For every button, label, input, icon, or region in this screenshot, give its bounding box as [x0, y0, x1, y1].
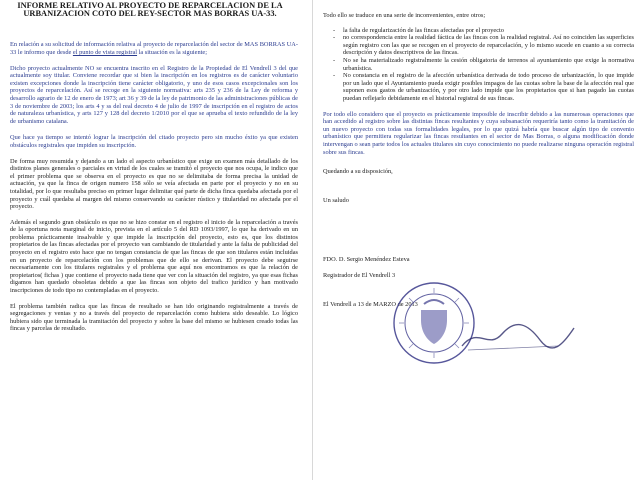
left-column: [0, 0, 300, 333]
paragraph-conclusion: Por todo ello considero que el proyecto es prácticamente imposible de inscribir debido a las numerosas operaciones que han accedido al registro sobre las distintas fincas resultantes y cuya subsanación requeriría tanto como la tramitación de un nuevo proyecto con todas sus formalidades legales, por lo que quizá habría que buscar algún tipo de convenio urbanístico que permitiera regularizar las fincas resultantes en el sector de Mas Borras, o alguna modificación donde intervengan o sean parte todos los actuales titulares sin cuyo conocimiento no puede realizarse ninguna operación registral sobre sus fincas.: [323, 110, 634, 156]
page-divider: [312, 0, 313, 480]
issues-intro: Todo ello se traduce en una serie de inconvenientes, entre otros;: [323, 12, 486, 19]
paragraph-attempt: Que hace ya tiempo se intentó lograr la inscripción del citado proyecto pero sin mucho éxito ya que existen obstáculos registrales que impiden su inscripción.: [10, 134, 298, 149]
registral-point-link-text: el punto de vista registral: [72, 49, 138, 56]
issue-item: - no correspondencia entre la realidad fáctica de las fincas con la realidad registral. Así no coinciden las superficies según registro con las que se recogen en el proyecto de reparcelación, y lo mismo sucede en cuanto a su correcta descripción y datos descriptivos de las fincas.: [323, 34, 638, 57]
registrar-title: Registrador de El Vendrell 3: [323, 271, 396, 279]
issue-item: - No se ha materializado registralmente la cesión obligatoria de terrenos al ayuntamiento que exige la normativa urbanística.: [323, 57, 638, 72]
greeting-text: Un saludo: [323, 196, 349, 204]
issue-item: - la falta de regularización de las fincas afectadas por el proyecto: [323, 27, 638, 35]
paragraph-legal-basis: Dicho proyecto actualmente NO se encuentra inscrito en el Registro de la Propiedad de El Vendrell 3 del que actualmente soy titular. Conviene recordar que si bien la inscripción en los registros es de carácter voluntario existen excepciones donde la inscripción tiene carácter obligatorio, y uno de esos casos excepcionales son los proyectos de reparcelación. Así se recoge en la siguiente normativa: arts 235 y 236 de la Ley de reforma y desarrollo agrario de 12 de enero de 1973; art 36 y 39 de la ley de patrimonio de las administraciones públicas de 3 de noviembre de 2003; los arts 4 y ss del real decreto 4 de julio de 1997 de inscripción en el registro de actos de naturaleza urbanística, y arts 127 y 128 del decreto 1/2010 por el que se aprueba el texto refundido de la ley de urbanismo catalana.: [10, 64, 298, 125]
signature-name: FDO. D. Sergio Menéndez Esteva: [323, 256, 410, 264]
request-text-end: la situación es la siguiente;: [137, 49, 207, 56]
issue-item: - No constancia en el registro de la afección urbanística derivada de todo proceso de urbanización, lo que impide por un lado que el Ayuntamiento pueda exigir posibles impagos de las cuotas sobre la base de la afección real que suponen esos gastos de urbanización, y por otro lado impide que los propietarios que si han pagado las cuotas puedan reflejarlo debidamente en el historial registral de sus fincas.: [323, 72, 638, 102]
document-date: El Vendrell a 13 de MARZO de 2013: [323, 301, 418, 309]
document-title: INFORME RELATIVO AL PROYECTO DE REPARCELACION DE LA URBANIZACION COTO DEL REY-SECTOR MAS BORRAS UA-33.: [17, 1, 283, 19]
closing-text: Quedando a su disposición,: [323, 168, 393, 176]
paragraph-first-problem: De forma muy resumida y dejando a un lado el aspecto urbanístico que exige un examen más detallado de los distintos planes generales o parciales en virtud de los cuales se tramitó el proyecto que nos ocupa, le indico que el primer problema que se observa en el proyecto es que no se delimitaba de forma precisa la unidad de actuación, ya que la finca de origen numero 158 sólo se veía afectada en parte por el proyecto y no en su totalidad, por lo que resultaba preciso en primer lugar delimitar qué parte de dicha finca quedaba afectada por el proyecto y cuál quedaba al margen del mismo conservando su carácter rústico y titularidad no afectada por el proyecto.: [10, 157, 298, 211]
right-column: [323, 0, 638, 309]
paragraph-request: [0, 41, 300, 56]
issues-list: [323, 27, 638, 103]
request-text-start: En relación a su solicitud de información relativa al proyecto de reparcelación del sector de MAS BORRAS UA-33 le informo que desde: [10, 41, 298, 56]
paragraph-result-plots: El problema también radica que las fincas de resultado se han ido originando registralmente a través de segregaciones y ventas y no a través del proyecto de reparcelación como hubiera sido deseable. Lo lógico hubiera sido que terminada la tramitación del proyecto y sobre la base del mismo se hubiesen creado todas las fincas y parcelas de resultado.: [10, 302, 298, 333]
signature-block: [323, 168, 638, 309]
handwritten-signature-icon: [458, 316, 578, 356]
paragraph-second-problem: Además el segundo gran obstáculo es que no se hizo constar en el registro el inicio de la reparcelación a través de la oportuna nota marginal de inicio, prevista en el artículo 5 del RD 1093/1997, lo que ha derivado en un problema prácticamente insalvable y que impide la inscripción del proyecto, esto es, que los distintos propietarios de las fincas afectadas por el proyecto van cambiando de titularidad y ante la falta de publicidad del proyecto en el registro esto hace que no tengan constancia de que las fincas de que son titulares están incluidas en un proyecto de reparcelación con los problemas que de ello se derivan. El proyecto debe seguirse necesariamente con los titulares registrales y el problema que aquí nos encontramos es que la relación de propietarios( fichas ) que contiene el proyecto nada tiene que ver con la situación del registro, ya que esas fichas digamos han quedado obsoletas debido a que las fincas son objeto del trafico jurídico y han motivado inscripciones de todo tipo no contempladas en el proyecto.: [10, 218, 298, 295]
